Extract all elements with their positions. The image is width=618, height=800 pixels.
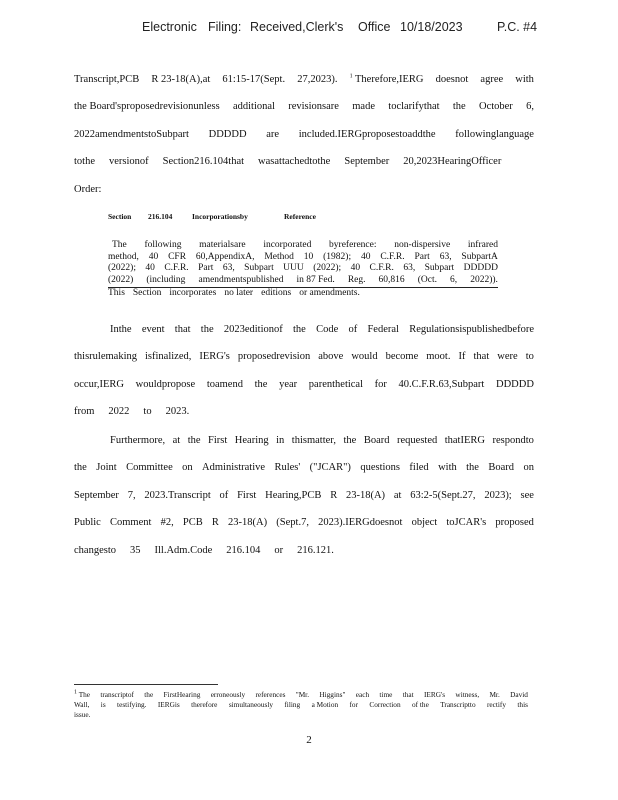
word: 23-18(A) [228,517,268,529]
word: C.F.R. [369,263,394,274]
excerpt-line [108,263,498,275]
word: Comment [110,517,152,529]
word: infrared [467,240,498,250]
word: of [348,324,358,335]
word: 20,2023HearingOfficer [403,156,502,168]
word: (1982); [323,251,352,262]
word: David [510,690,528,699]
word: 63:2-5(Sept.27, [410,489,476,501]
header-pc-number: P.C. #4 [497,20,538,34]
word: the Board'sproposedrevisionunless [74,101,220,113]
word: at [393,489,402,501]
header-office: Office [358,20,391,34]
word: Correction [369,700,401,709]
word: Higgins" [319,690,346,699]
paragraph-2 [74,316,534,426]
excerpt-heading-number: 216.104 [148,212,173,221]
word: 2023.Transcript [144,489,211,501]
word: Part [414,251,430,262]
word: 2023. [165,406,190,418]
word: respondto [492,435,534,446]
word: 60,AppendixA, [195,251,255,262]
header-filing: Filing: [208,20,242,34]
word: If [458,351,466,363]
word: incorporated [263,240,312,250]
word: object [411,517,438,529]
word: 2022amendmentstoSubpart [74,128,189,140]
word: (2022); [108,263,136,274]
word: FirstHearing [163,690,201,699]
word: for [374,378,387,390]
excerpt-heading-title: Incorporationsby [192,212,248,221]
word: Subpart [244,263,274,274]
word: 6, [450,275,458,286]
header-electronic: Electronic [142,20,197,34]
word: Rules' [274,462,301,474]
word: for [349,700,359,709]
text-line [74,371,534,398]
word: editions [261,287,292,298]
word: $^1$ The [74,689,91,699]
word: amendmentspublished [198,275,284,286]
word: Section [132,287,162,298]
word: from [74,406,95,418]
word: thatIERG [444,435,485,446]
word: 63, [222,263,235,274]
word: the [187,435,201,446]
word: would [351,351,378,363]
word: Administrative [202,462,266,474]
word: 216.121. [297,544,334,556]
word: is [100,700,106,709]
word: Code [316,324,339,335]
word: moot. [426,351,451,363]
text-line [74,509,534,536]
word: erroneously [210,690,246,699]
text-line [74,176,534,203]
word: the [293,324,306,335]
word: thismatter, [291,435,336,446]
word: 40 [148,251,159,262]
word: filing [284,700,301,709]
word: DDDDD [208,128,247,140]
word: Section216.104that [162,156,245,168]
excerpt-line [108,252,498,264]
word: the [452,101,466,113]
word: witness, [455,690,480,699]
word: Board [363,435,390,446]
word: requested [397,435,438,446]
footnote-divider [74,684,218,685]
word: The [112,240,127,250]
page-number: 2 [306,734,312,746]
word: (including [146,275,186,286]
word: (Sept.7, [276,517,309,529]
proposed-language-excerpt [108,212,498,299]
header-received: Received,Clerk's [250,20,344,34]
word: transcriptof [100,690,134,699]
excerpt-heading [108,212,498,240]
word: to [525,351,534,363]
word: simultaneously [228,700,273,709]
paragraph-3 [74,427,534,564]
word: 2022)). [470,275,498,286]
word: the [200,324,214,335]
word: UUU [283,263,304,274]
word: 35 [130,544,141,556]
word: Hearing [234,435,269,446]
word: year [279,378,298,390]
word: toamend [206,378,243,390]
word: #2, [160,517,174,529]
word: rectify [486,700,507,709]
word: that [402,690,414,699]
word: Inthe [110,324,132,335]
text-line [74,343,534,370]
word: Public [74,517,101,529]
word: C.F.R. [164,263,189,274]
word: DDDDD [463,263,498,274]
word: Mr. [489,690,500,699]
word: on [523,462,534,474]
text-line [74,316,534,343]
word: 2023editionof [223,324,283,335]
word: 7, [127,489,136,501]
word: or amendments. [299,287,360,298]
word: Joint [96,462,117,474]
word: R [330,489,338,501]
word: non-dispersive [394,240,451,250]
word: R [211,517,219,529]
text-line [74,66,534,93]
word: to [143,406,152,418]
word: 6, [526,101,534,113]
word: time [379,690,393,699]
footnote-line [74,710,528,720]
word: Federal [367,324,399,335]
word: of [219,489,229,501]
word: incorporates [169,287,217,298]
word: questions [360,462,400,474]
word: above [318,351,344,363]
word: of the [411,700,429,709]
footnote-line [74,700,528,710]
word: Regulationsispublishedbefore [409,324,534,335]
word: a Motion [311,700,339,709]
word: 2023); [484,489,512,501]
word: Reg. [347,275,366,286]
word: therefore [191,700,218,709]
word: testifying. [117,700,147,709]
word: event [141,324,165,335]
word: byreference: [329,240,377,250]
word: R 23-18(A),at [151,74,211,85]
word: Part [198,263,214,274]
word: that [473,351,490,363]
word: (2022) [108,275,134,286]
footnote-1 [74,690,528,720]
word: 63, [439,251,452,262]
word: parenthetical [308,378,364,390]
word: DDDDD [495,378,534,390]
word: references [255,690,286,699]
word: (2022); [313,263,342,274]
word: wouldpropose [135,378,196,390]
word: Furthermore, [110,435,166,446]
word: the [144,690,154,699]
text-line [74,398,534,425]
excerpt-line [108,288,498,300]
word: thisrulemaking [74,351,137,363]
word: see [520,489,534,501]
text-line [74,121,534,148]
word: revisionsare [288,101,339,113]
word: isfinalized, [145,351,192,363]
word: changesto [74,544,116,556]
word: included.IERGproposestoaddthe [298,128,436,140]
word: additional [232,101,275,113]
word: 60,816 [378,275,405,286]
word: with [515,74,534,85]
word: SubpartA [461,251,498,262]
word: or [274,544,284,556]
excerpt-line [108,240,498,252]
word: 40 [360,251,371,262]
word: First [237,489,257,501]
word: Ill.Adm.Code [154,544,213,556]
word: C.F.R. [380,251,405,262]
word: on [182,462,193,474]
word: 27,2023). [297,74,338,85]
word: Hearing,PCB [265,489,322,501]
word: CFR [168,251,187,262]
excerpt-line [108,275,498,288]
word: were [497,351,518,363]
word: issue. [74,710,91,719]
footnote-line [74,690,528,700]
text-line [74,454,534,481]
word: in [276,435,285,446]
word: Transcript,PCB [74,74,140,85]
word: the [74,462,87,474]
paragraph-1 [74,66,534,203]
word: that [174,324,191,335]
word: 216.104 [226,544,261,556]
text-line [74,93,534,120]
word: wasattachedtothe [258,156,331,168]
word: September [344,156,390,168]
word: followinglanguage [455,128,534,140]
word: 2023).IERGdoesnot [318,517,403,529]
word: Board [488,462,515,474]
word: become [385,351,419,363]
word: September [74,489,119,501]
word: 40 [145,263,155,274]
text-line [74,482,534,509]
header-date: 10/18/2023 [400,20,463,34]
word: toclarifythat [388,101,440,113]
word: following [144,240,182,250]
word: filed [409,462,429,474]
word: IERG's [423,690,446,699]
word: $^1$ Therefore,IERG [349,73,424,85]
word: Method [264,251,294,262]
word: agree [480,74,504,85]
word: Committee [126,462,173,474]
text-line [74,427,534,454]
excerpt-heading-section: Section [108,212,132,221]
word: ("JCAR") [309,462,351,474]
word: each [355,690,370,699]
word: 10 [303,251,314,262]
word: IERGis [157,700,180,709]
word: Subpart [424,263,455,274]
word: 61:15-17(Sept. [222,74,286,85]
word: (Oct. [417,275,437,286]
word: in 87 Fed. [296,275,335,286]
word: 2022 [108,406,130,418]
word: Transcriptto [440,700,476,709]
excerpt-heading-reference: Reference [284,212,316,221]
word: October [478,101,513,113]
word: are [266,128,280,140]
text-line [74,537,534,564]
word: occur,IERG [74,378,125,390]
excerpt-body [108,240,498,299]
word: Wall, [74,700,90,709]
word: at [172,435,181,446]
word: tothe [74,156,95,168]
word: versionof [109,156,149,168]
word: 40.C.F.R.63,Subpart [398,378,485,390]
word: 23-18(A) [345,489,386,501]
word: materialsare [199,240,246,250]
word: method, [108,251,139,262]
word: 40 [350,263,361,274]
word: proposedrevision [237,351,311,363]
word: proposed [495,517,534,529]
word: the [343,435,357,446]
word: toJCAR's [446,517,487,529]
word: no later [224,287,254,298]
word: this [517,700,528,709]
word: Order: [74,183,102,195]
word: First [208,435,228,446]
word: made [352,101,375,113]
word: IERG's [199,351,230,363]
word: the [466,462,479,474]
word: PCB [182,517,203,529]
text-line [74,148,534,175]
word: "Mr. [295,690,310,699]
word: the [254,378,268,390]
word: 63, [403,263,416,274]
word: with [438,462,457,474]
word: doesnot [435,74,469,85]
word: This [108,287,125,298]
